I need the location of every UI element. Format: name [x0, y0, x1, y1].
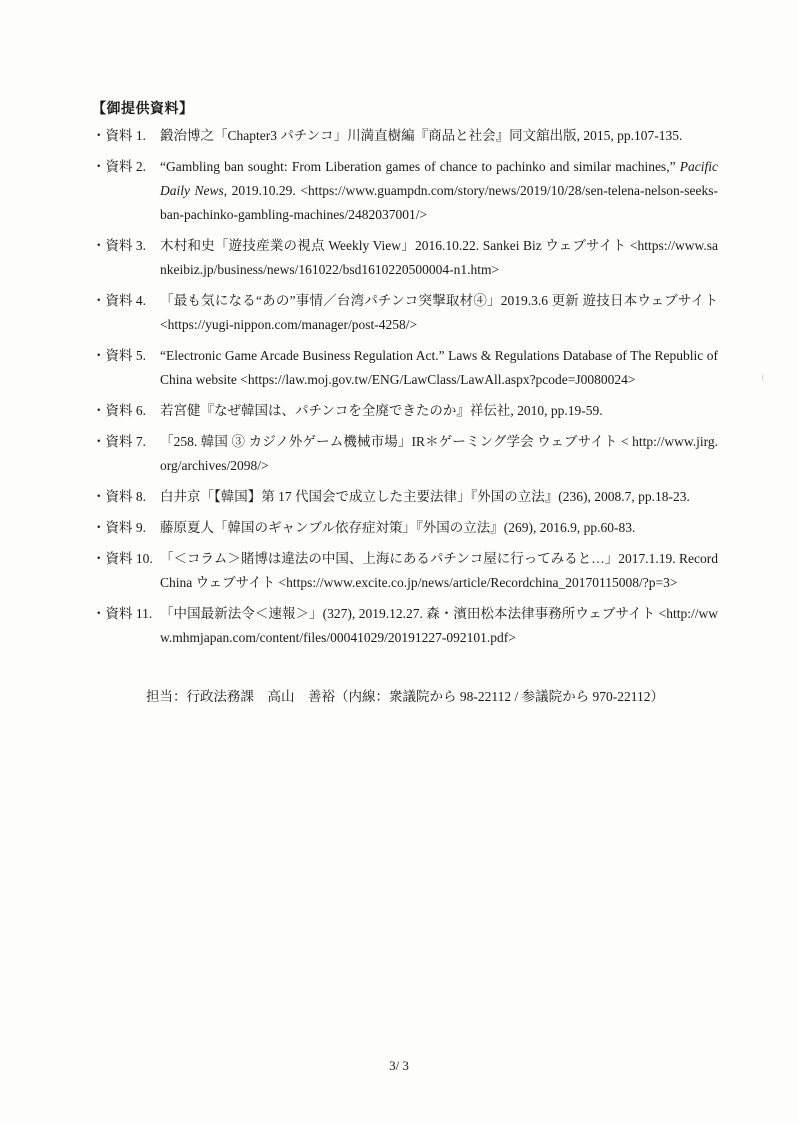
scan-artifact	[762, 374, 767, 381]
reference-text: 「最も気になる“あの”事情／台湾パチンコ突撃取材④」2019.3.6 更新 遊技日本ウェブサイト <https://yugi-nippon.com/manager/post-4258/>	[160, 293, 718, 332]
reference-label: ・資料 10.	[92, 551, 153, 566]
reference-text: 木村和史「遊技産業の視点 Weekly View」2016.10.22. Sankei Biz ウェブサイト <https://www.sankeibiz.jp/business/news/161022/bsd1610220500004-n1.htm>	[160, 238, 718, 277]
reference-text-part: , 2019.10.29. <https://www.guampdn.com/story/news/2019/10/28/sen-telena-nelson-seeks-ban-pachinko-gambling-machines/2482037001/>	[160, 183, 719, 222]
reference-item	[92, 547, 718, 595]
reference-text: 「258. 韓国 ③ カジノ外ゲーム機械市場」IR＊ゲーミング学会 ウェブサイト < http://www.jirg.org/archives/2098/>	[160, 434, 718, 473]
reference-label: ・資料 2.	[92, 159, 146, 174]
reference-item	[92, 602, 718, 650]
reference-text: 白井京「【韓国】第 17 代国会で成立した主要法律」『外国の立法』(236), 2008.7, pp.18-23.	[160, 489, 690, 504]
reference-text: 若宮健『なぜ韓国は、パチンコを全廃できたのか』祥伝社, 2010, pp.19-59.	[160, 403, 603, 418]
reference-text: 藤原夏人「韓国のギャンブル依存症対策」『外国の立法』(269), 2016.9, pp.60-83.	[160, 520, 636, 535]
reference-label: ・資料 6.	[92, 403, 146, 418]
reference-journal-title: Pacific Daily News	[160, 159, 718, 198]
reference-text: 鍛治博之「Chapter3 パチンコ」川満直樹編『商品と社会』同文舘出版, 2015, pp.107-135.	[160, 128, 683, 143]
reference-item	[92, 155, 718, 227]
contact-line: 担当：行政法務課 高山 善裕（内線：衆議院から 98-22112 / 参議院から 970-22112）	[146, 689, 664, 704]
reference-item	[92, 485, 718, 509]
reference-text: “Electronic Game Arcade Business Regulation Act.” Laws & Regulations Database of The Republic of China website <https://law.moj.gov.tw/ENG/LawClass/LawAll.aspx?pcode=J0080024>	[160, 348, 718, 387]
page-number: 3/ 3	[389, 1058, 409, 1073]
reference-text-part: “Gambling ban sought: From Liberation games of chance to pachinko and similar machines,”	[160, 159, 680, 174]
reference-label: ・資料 9.	[92, 520, 146, 535]
reference-text: 「＜コラム＞賭博は違法の中国、上海にあるパチンコ屋に行ってみると…」2017.1.19. Record China ウェブサイト <https://www.excite.co.jp/news/article/Recordchina_20170115008/?p=3>	[160, 551, 718, 590]
reference-list	[92, 124, 718, 657]
reference-item	[92, 234, 718, 282]
section-heading: 【御提供資料】	[92, 101, 194, 117]
reference-label: ・資料 7.	[92, 434, 146, 449]
reference-text	[160, 155, 718, 227]
reference-item	[92, 289, 718, 337]
reference-label: ・資料 3.	[92, 238, 146, 253]
reference-text: 「中国最新法令＜速報＞」(327), 2019.12.27. 森・濱田松本法律事務所ウェブサイト <http://www.mhmjapan.com/content/files/00041029/20191227-092101.pdf>	[160, 606, 718, 645]
reference-label: ・資料 1.	[92, 128, 146, 143]
reference-item	[92, 516, 718, 540]
reference-label: ・資料 5.	[92, 348, 146, 363]
reference-item	[92, 430, 718, 478]
reference-label: ・資料 8.	[92, 489, 146, 504]
reference-label: ・資料 11.	[92, 606, 153, 621]
reference-label: ・資料 4.	[92, 293, 146, 308]
reference-item	[92, 344, 718, 392]
reference-item	[92, 124, 718, 148]
reference-item	[92, 399, 718, 423]
